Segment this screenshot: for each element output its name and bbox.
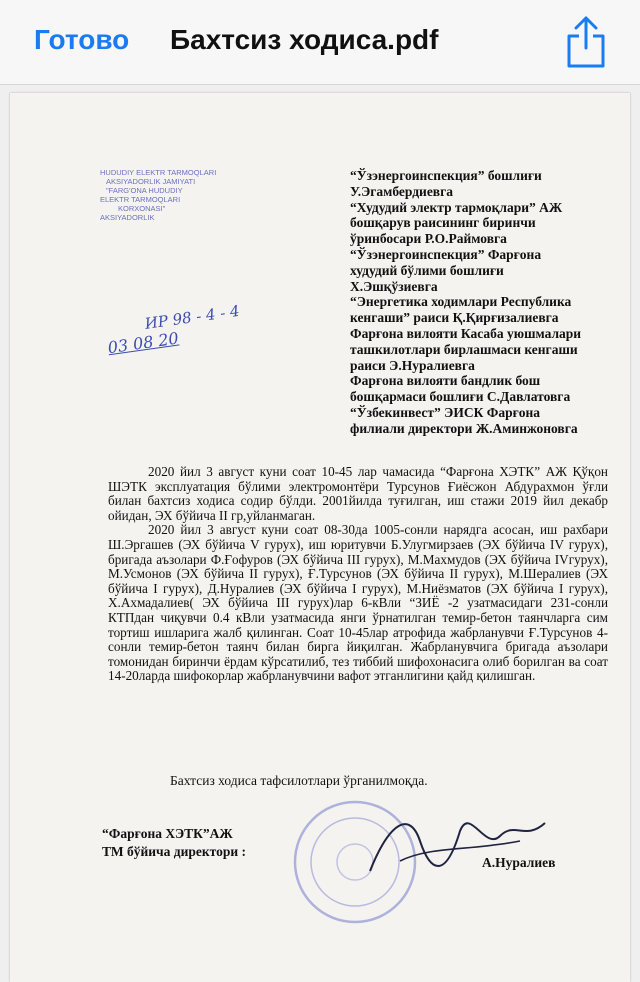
investigation-note: Бахтсиз ходиса тафсилотлари ўрганилмоқда. [170,773,428,788]
signature [350,801,550,891]
paragraph-details: 2020 йил 3 август куни соат 08-30да 1005-сонли нарядга асосан, иш рахбари Ш.Эргашев (ЭХ бўйича V гурух), иш юритувчи Б.Улугмирзаев (ЭХ бўйича IV гурух), бригада аъзолари Ф.Ғофуров (ЭХ бўйича III гурух), М.Махмудов (ЭХ бўйича IVгурух), М.Усмонов (ЭХ бўйича II гурух), Ғ.Турсунов (ЭХ бўйича II гурух), М.Шералиев (ЭХ бўйича I гурух), Д.Нуралиев (ЭХ бўйича I гурух), М.Ниёзматов (ЭХ бўйича I гурух), Х.Ахмадалиев( ЭХ бўйича III гурух)лар 6-кВли “ЗИЁ -2 узатмасидаги 231-сонли КТПдан чиқувчи 0.4 кВли узатмасида янги ўрнатилган темир-бетон таянчларга сим тортиш ишларига жалб қилинган. Соат 10-45лар атрофида жабрланувчи Ғ.Турсунов 4-сонли темир-бетон таянч билан бирга йиқилган. Жабрланувчига бригада аъзолари томонидан биринчи ёрдам кўрсатилиб, тез тиббий шифохонасига олиб борилган ва соат 14-20ларда шифокорлар жабрланувчини вафот этганлигини қайд қилишган. [108,522,608,684]
navigation-bar [0,0,640,85]
paragraph-incident: 2020 йил 3 август куни соат 10-45 лар чамасида “Фарғона ХЭТК” АЖ Қўқон ШЭТК эксплуатация бўлими электромонтёри Турсунов Ғиёсжон Абдурахмон ўғли билан бахтсиз ходиса содир бўлди. 2001йилда туғилган, иш стажи 2019 йил декабр ойидан, ЭХ бўйича II гр,уйланмаган. [108,464,608,523]
recipients-block: “Ўзэнергоинспекция” бошлиғи У.Эгамбердиевга “Худудий электр тармоқлари” АЖ бошқарув раисининг биринчи ўринбосари Р.О.Раймовга “Ўзэнергоинспекция” Фарғона худудий бўлими бошлиғи Х.Эшқўзиевга “Энергетика ходимлари Республика кенгаши” раиси Қ.Қирғизалиевга Фарғона вилояти Касаба уюшмалари ташкилотлари бирлашмаси кенгаши раиси Э.Нуралиевга Фарғона вилояти бандлик бош бошқармаси бошлиғи С.Давлатовга “Ўзбекинвест” ЭИСК Фарғона филиали директори Ж.Аминжоновга [350,168,582,436]
letter-body [108,465,608,684]
share-icon[interactable] [564,14,608,70]
done-button[interactable]: Готово [34,24,130,55]
file-title: Бахтсиз ходиса.pdf [170,24,439,55]
pdf-page [10,93,630,982]
signatory-position: “Фарғона ХЭТК”АЖ ТМ бўйича директори : [102,826,246,859]
registration-number: ИР 98 - 4 - 4 03 08 20 [106,301,241,358]
signatory-name: А.Нуралиев [482,855,556,870]
registration-stamp: HUDUDIY ELEKTR TARMOQLARI AKSIYADORLIK JAMIYATI "FARG'ONA HUDUDIY ELEKTR TARMOQLARI KORXONASI" AKSIYADORLIK [100,168,217,222]
